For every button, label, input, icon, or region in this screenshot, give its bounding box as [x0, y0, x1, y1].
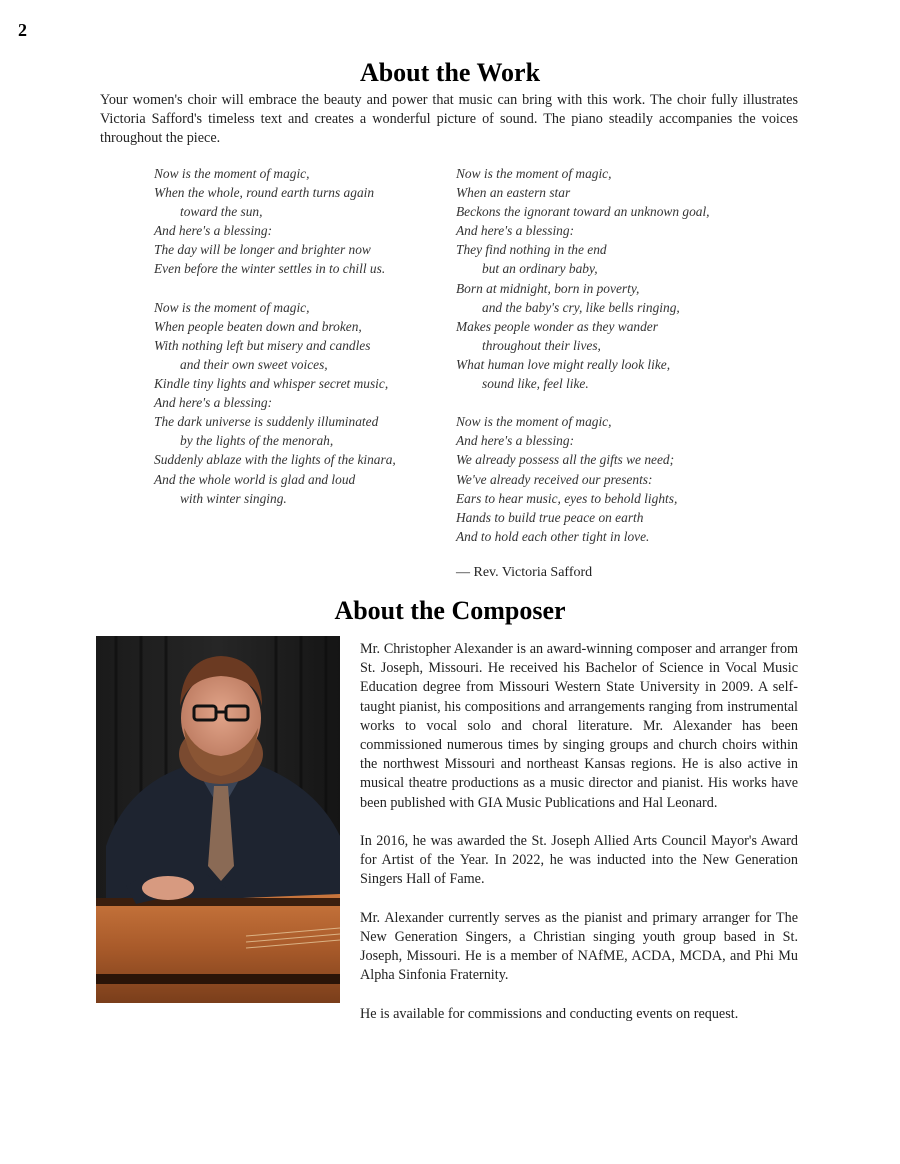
poem-line: toward the sun,	[180, 204, 263, 220]
poem-line: And here's a blessing:	[154, 395, 273, 411]
bio-paragraph: Mr. Christopher Alexander is an award-winning composer and arranger from St. Joseph, Missouri. He received his Bachelor of Science in Vocal Music Education degree from Missouri Western State University in 2009. A self-taught pianist, his compositions and arrangements ranging from instrumental works to vocal solo and choral literature. Mr. Alexander has been commissioned numerous times by singing groups and church choirs within the northwest Missouri and northeast Kansas regions. He is also active in musical theatre productions as a music director and pianist. His works have been published with GIA Music Publications and Hal Leonard.	[360, 641, 798, 811]
poem-line: and their own sweet voices,	[180, 356, 328, 372]
bio-paragraph: Mr. Alexander currently serves as the pianist and primary arranger for The New Generation Singers, a Christian singing youth group based in St. Joseph, Missouri. He is a member of NAfME, ACDA, MCDA, and Phi Mu Alpha Sinfonia Fraternity.	[360, 909, 798, 984]
poem-stanza	[154, 298, 444, 508]
poem-line: but an ordinary baby,	[482, 261, 598, 277]
poem-line: by the lights of the menorah,	[180, 433, 334, 449]
poem-line: When an eastern star	[456, 185, 571, 201]
poem-line: And here's a blessing:	[456, 223, 575, 239]
work-intro-paragraph: Your women's choir will embrace the beauty and power that music can bring with this work. The choir fully illustrates Victoria Safford's timeless text and creates a wonderful picture of sound. The piano steadily accompanies the voices throughout the piece.	[100, 92, 798, 146]
poem-line: And the whole world is glad and loud	[154, 471, 356, 487]
about-composer-heading: About the Composer	[334, 596, 566, 625]
poem-line: sound like, feel like.	[482, 376, 589, 392]
composer-photo	[96, 636, 340, 1003]
poem-line: What human love might really look like,	[456, 356, 671, 372]
poem-stanza	[456, 164, 776, 393]
poem-line: Born at midnight, born in poverty,	[456, 280, 640, 296]
poem-line: Kindle tiny lights and whisper secret music,	[154, 376, 389, 392]
poem-stanza	[456, 412, 776, 546]
poem-line: Now is the moment of magic,	[456, 166, 612, 181]
bio-paragraph: In 2016, he was awarded the St. Joseph Allied Arts Council Mayor's Award for Artist of the Year. In 2022, he was inducted into the New Generation Singers Hall of Fame.	[360, 833, 798, 888]
poem-line: Makes people wonder as they wander	[456, 318, 658, 334]
poem-line: And to hold each other tight in love.	[456, 528, 650, 544]
poem-line: Now is the moment of magic,	[456, 414, 612, 430]
poem-right-column	[456, 164, 776, 565]
poem-line: The dark universe is suddenly illuminated	[154, 414, 379, 430]
composer-bio	[360, 640, 798, 1043]
poem-line: Suddenly ablaze with the lights of the kinara,	[154, 452, 396, 468]
poem-stanza	[154, 164, 444, 279]
poem-line: They find nothing in the end	[456, 242, 607, 258]
poem-line: Even before the winter settles in to chill us.	[154, 261, 386, 277]
poem-line: With nothing left but misery and candles	[154, 337, 371, 353]
poem-line: The day will be longer and brighter now	[154, 242, 371, 258]
page-number: 2	[18, 20, 27, 40]
poem-line: with winter singing.	[180, 490, 287, 506]
poem-left-column	[154, 164, 444, 527]
poem-line: We already possess all the gifts we need;	[456, 452, 675, 468]
poem-line: When the whole, round earth turns again	[154, 185, 375, 201]
poem-line: Now is the moment of magic,	[154, 299, 310, 315]
poem-line: We've already received our presents:	[456, 471, 653, 487]
poem-line: throughout their lives,	[482, 337, 601, 353]
about-work-heading: About the Work	[359, 58, 541, 87]
poem-attribution: — Rev. Victoria Safford	[456, 565, 593, 580]
poem-line: And here's a blessing:	[456, 433, 575, 449]
poem-line: Now is the moment of magic,	[154, 166, 310, 181]
poem-line: and the baby's cry, like bells ringing,	[482, 299, 680, 315]
poem-line: Hands to build true peace on earth	[456, 509, 644, 525]
poem-line: And here's a blessing:	[154, 223, 273, 239]
bio-paragraph: He is available for commissions and conducting events on request.	[360, 1005, 739, 1022]
poem-line: Ears to hear music, eyes to behold lights,	[456, 490, 678, 506]
poem-line: When people beaten down and broken,	[154, 318, 362, 334]
poem-line: Beckons the ignorant toward an unknown goal,	[456, 204, 710, 220]
